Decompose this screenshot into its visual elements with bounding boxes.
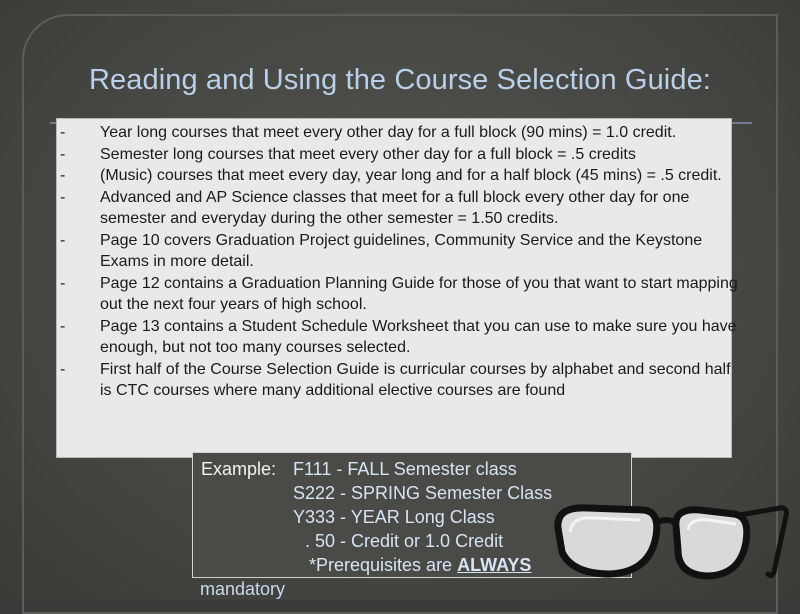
bullet-item bbox=[60, 144, 740, 166]
bullet-item bbox=[60, 122, 740, 144]
bullet-dash: - bbox=[60, 360, 66, 378]
bullet-dash: - bbox=[60, 317, 66, 335]
example-label: Example: bbox=[201, 459, 277, 479]
bullet-item bbox=[60, 273, 740, 316]
bullet-text: Page 13 contains a Student Schedule Worksheet that you can use to make sure you have enough, but not too many courses selected. bbox=[100, 317, 737, 356]
bullet-dash: - bbox=[60, 167, 66, 184]
always-emphasis: ALWAYS bbox=[457, 555, 532, 575]
example-line-mandatory: mandatory bbox=[200, 579, 286, 599]
bullet-item bbox=[60, 359, 740, 402]
bullet-text: Page 10 covers Graduation Project guidelines, Community Service and the Keystone Exams in more detail. bbox=[100, 231, 703, 270]
slide-title: Reading and Using the Course Selection Guide: bbox=[89, 64, 711, 96]
bullet-item bbox=[60, 187, 740, 230]
example-line-spring: S222 - SPRING Semester Class bbox=[293, 483, 553, 503]
bullet-text: Year long courses that meet every other day for a full block (90 mins) = 1.0 credit. bbox=[100, 124, 677, 141]
example-line-prereq bbox=[309, 555, 531, 576]
bullet-dash: - bbox=[60, 145, 66, 163]
bullet-text: Page 12 contains a Graduation Planning Guide for those of you that want to start mapping out the next four years of high school. bbox=[100, 274, 738, 313]
bullet-text: First half of the Course Selection Guide is curricular courses by alphabet and second half is CTC courses where many additional elective courses are found bbox=[100, 360, 731, 399]
bullet-list bbox=[60, 122, 740, 402]
example-line-fall: F111 - FALL Semester class bbox=[293, 459, 517, 479]
bullet-text: Advanced and AP Science classes that meet for a full block every other day for one semester and everyday during the other semester = 1.50 credits. bbox=[100, 188, 690, 227]
bullet-item bbox=[60, 230, 740, 273]
bullet-dash: - bbox=[60, 274, 66, 292]
bullet-item bbox=[60, 316, 740, 359]
bullet-text: Semester long courses that meet every other day for a full block = .5 credits bbox=[100, 145, 636, 163]
example-line-year: Y333 - YEAR Long Class bbox=[293, 507, 495, 527]
bullet-dash: - bbox=[60, 231, 66, 249]
bullet-dash: - bbox=[60, 188, 66, 206]
bullet-dash: - bbox=[60, 124, 66, 141]
prereq-text: *Prerequisites are bbox=[309, 555, 458, 575]
example-line-credit: . 50 - Credit or 1.0 Credit bbox=[305, 531, 504, 551]
bullet-text: (Music) courses that meet every day, year long and for a half block (45 mins) = .5 credit. bbox=[100, 167, 722, 184]
bullet-item bbox=[60, 165, 740, 187]
eyeglasses-icon bbox=[548, 486, 798, 596]
